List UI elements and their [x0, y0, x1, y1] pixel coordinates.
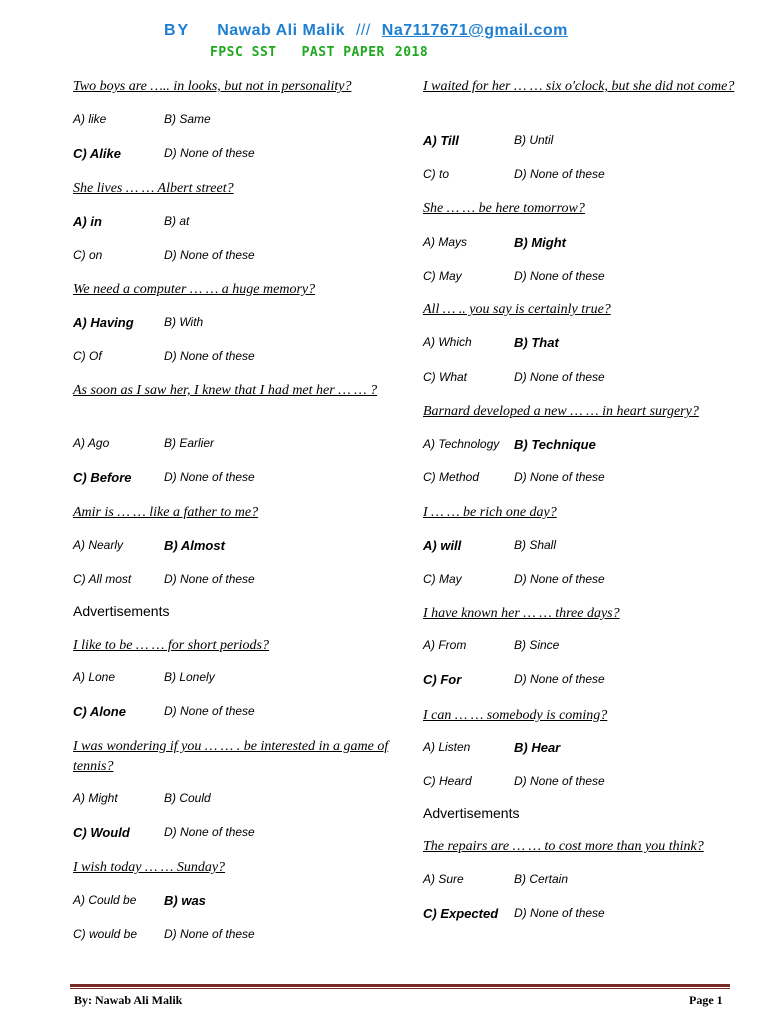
options-row [423, 906, 743, 924]
question-text: She … … be here tomorrow? [423, 201, 585, 216]
options-row [73, 436, 403, 454]
question-text: As soon as I saw her, I knew that I had met her … … ? [73, 383, 378, 398]
answer-option: B) With [164, 315, 204, 329]
answer-option: C) What [423, 370, 468, 384]
paper-year: 2018 [394, 45, 429, 60]
options-row [73, 538, 403, 556]
options-row [423, 572, 743, 590]
options-row [73, 214, 403, 232]
answer-option: B) Since [514, 638, 560, 652]
options-row [423, 740, 743, 758]
question-text: We need a computer … … a huge memory? [73, 282, 316, 297]
question-text: I like to be … … for short periods? [73, 638, 269, 653]
question-text: I wish today … … Sunday? [73, 860, 226, 875]
options-row [423, 774, 743, 792]
options-row [423, 167, 743, 185]
answer-option: C) would be [73, 927, 138, 941]
answer-option: A) Nearly [73, 538, 124, 552]
options-row [423, 672, 743, 690]
options-row [423, 638, 743, 656]
options-row [73, 825, 403, 843]
answer-option: A) Which [423, 335, 472, 349]
question-text: Amir is … … like a father to me? [73, 505, 259, 520]
footer-page-number: Page 1 [689, 993, 723, 1007]
answer-option: D) None of these [164, 146, 255, 160]
answer-option: C) on [73, 248, 103, 262]
options-row [423, 470, 743, 488]
correct-answer-option: C) Expected [423, 906, 499, 921]
correct-answer-option: C) Would [73, 825, 130, 840]
question-text: I waited for her … … six o'clock, but she did not come? [423, 79, 735, 94]
options-row [73, 470, 403, 488]
options-row [73, 670, 403, 688]
options-row [73, 112, 403, 130]
question-text: I … … be rich one day? [423, 505, 557, 520]
answer-option: B) Earlier [164, 436, 215, 450]
answer-option: A) Might [73, 791, 118, 805]
answer-option: D) None of these [164, 704, 255, 718]
answer-option: B) Could [164, 791, 211, 805]
answer-option: D) None of these [514, 269, 605, 283]
question-text: She lives … … Albert street? [73, 181, 234, 196]
options-row [73, 248, 403, 266]
answer-option: D) None of these [514, 572, 605, 586]
options-row [423, 872, 743, 890]
options-row [73, 572, 403, 590]
answer-option: A) Mays [423, 235, 468, 249]
correct-answer-option: C) For [423, 672, 462, 687]
correct-answer-option: A) Having [73, 315, 134, 330]
answer-option: A) Ago [73, 436, 110, 450]
correct-answer-option: C) Alike [73, 146, 121, 161]
options-row [423, 370, 743, 388]
footer-rule-thick [70, 984, 730, 987]
answer-option: A) Could be [73, 893, 137, 907]
options-row [423, 437, 743, 455]
answer-option: D) None of these [164, 572, 255, 586]
options-row [73, 927, 403, 945]
answer-option: D) None of these [164, 470, 255, 484]
answer-option: D) None of these [514, 774, 605, 788]
correct-answer-option: B) Hear [514, 740, 561, 755]
header-email-link[interactable]: Na7117671@gmail.com [381, 22, 568, 39]
footer-rule-thin [70, 988, 730, 989]
options-row [73, 791, 403, 809]
answer-option: A) Sure [423, 872, 464, 886]
options-row [423, 235, 743, 253]
options-row [423, 335, 743, 353]
header-author-line [164, 22, 568, 42]
answer-option: A) Technology [423, 437, 500, 451]
answer-option: D) None of these [514, 906, 605, 920]
answer-option: D) None of these [164, 349, 255, 363]
answer-option: C) May [423, 269, 462, 283]
correct-answer-option: C) Before [73, 470, 132, 485]
answer-option: C) All most [73, 572, 132, 586]
correct-answer-option: A) in [73, 214, 102, 229]
correct-answer-option: C) Alone [73, 704, 126, 719]
options-row [423, 269, 743, 287]
answer-option: B) Lonely [164, 670, 215, 684]
header-paper-title [210, 45, 428, 60]
options-row [73, 146, 403, 164]
answer-option: C) May [423, 572, 462, 586]
options-row [73, 704, 403, 722]
options-row [423, 133, 743, 151]
correct-answer-option: B) Might [514, 235, 566, 250]
header-separator: /// [355, 22, 371, 39]
correct-answer-option: B) Almost [164, 538, 225, 553]
answer-option: A) like [73, 112, 107, 126]
answer-option: A) Listen [423, 740, 471, 754]
answer-option: C) Method [423, 470, 480, 484]
question-text: Two boys are ….. in looks, but not in personality? [73, 79, 352, 94]
answer-option: B) Shall [514, 538, 557, 552]
answer-option: B) Same [164, 112, 211, 126]
answer-option: D) None of these [164, 248, 255, 262]
options-row [423, 538, 743, 556]
advertisements-label: Advertisements [423, 805, 520, 821]
answer-option: A) Lone [73, 670, 116, 684]
answer-option: D) None of these [514, 470, 605, 484]
answer-option: A) From [423, 638, 467, 652]
question-text: The repairs are … … to cost more than you think? [423, 839, 704, 854]
advertisements-label: Advertisements [73, 603, 170, 619]
question-text: Barnard developed a new … … in heart surgery? [423, 404, 699, 419]
correct-answer-option: B) was [164, 893, 206, 908]
answer-option: C) Heard [423, 774, 472, 788]
answer-option: D) None of these [164, 927, 255, 941]
answer-option: B) at [164, 214, 190, 228]
answer-option: C) Of [73, 349, 102, 363]
answer-option: D) None of these [514, 370, 605, 384]
options-row [73, 349, 403, 367]
options-row [73, 315, 403, 333]
answer-option: D) None of these [514, 672, 605, 686]
header-by: BY [164, 22, 191, 39]
answer-option: D) None of these [164, 825, 255, 839]
question-text: I have known her … … three days? [423, 606, 620, 621]
correct-answer-option: B) Technique [514, 437, 596, 452]
correct-answer-option: A) will [423, 538, 462, 553]
correct-answer-option: B) That [514, 335, 559, 350]
options-row [73, 893, 403, 911]
answer-option: C) to [423, 167, 450, 181]
answer-option: B) Certain [514, 872, 569, 886]
correct-answer-option: A) Till [423, 133, 459, 148]
header-author-name: Nawab Ali Malik [217, 22, 346, 39]
paper-title: FPSC SST PAST PAPER [210, 45, 385, 60]
question-text: All … .. you say is certainly true? [423, 302, 611, 317]
answer-option: D) None of these [514, 167, 605, 181]
question-text: I can … … somebody is coming? [423, 708, 608, 723]
footer-author: By: Nawab Ali Malik [74, 993, 183, 1007]
question-text: I was wondering if you … … . be interested in a game of tennis? [73, 739, 389, 774]
answer-option: B) Until [514, 133, 554, 147]
